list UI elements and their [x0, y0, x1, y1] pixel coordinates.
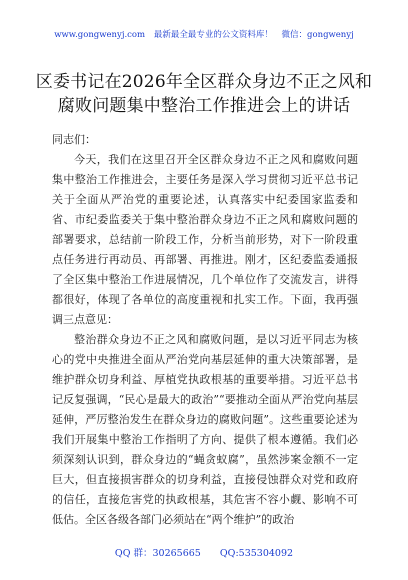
paragraph: 今天，我们在这里召开全区群众身边不正之风和腐败问题集中整治工作推进会，主要任务是深入学习贯彻习近平总书记关于全面从严治党的重要论述，认真落实中纪委国家监委和省、市纪委监委关于集中整治群众身边不正之风和腐败问题的部署要求，总结前一阶段工作，分析当前形势，对下一阶段重点任务进行再动员、再部署、再推进。刚才，区纪委监委通报了全区集中整治工作进展情况，几个单位作了交流发言，讲得都很好，体现了各单位的高度重视和扎实工作。下面，我再强调三点意见： [52, 153, 358, 326]
header-wechat: 微信：gongwenyj [281, 30, 354, 40]
title-line-2: 腐败问题集中整治工作推进会上的讲话 [57, 96, 351, 116]
document-body [52, 130, 358, 530]
page-footer [0, 545, 408, 559]
title-line-1: 区委书记在2026年全区群众身边不正之风和 [35, 72, 373, 92]
qq-contact: QQ:535304092 [219, 548, 294, 559]
qq-group: QQ 群：30265665 [114, 548, 201, 559]
salutation: 同志们： [52, 133, 96, 146]
header-slogan: 最新最全最专业的公文资料库！ [153, 30, 273, 40]
paragraph: 整治群众身边不正之风和腐败问题，是以习近平同志为核心的党中央推进全面从严治党向基层延伸的重大决策部署，是维护群众切身利益、厚植党执政根基的重要举措。习近平总书记反复强调，“民心是最大的政治”“要推动全面从严治党向基层延伸，严厉整治发生在群众身边的腐败问题”。这些重要论述为我们开展集中整治工作指明了方向、提供了根本遵循。我们必须深刻认识到，群众身边的“蝇贪蚁腐”，虽然涉案金额不一定巨大，但直接损害群众的切身利益，直接侵蚀群众对党和政府的信任，直接危害党的执政根基，其危害不容小觑、影响不可低估。全区各级各部门必须站在“两个维护”的政治 [52, 333, 358, 526]
document-title [0, 70, 408, 118]
page-header [0, 28, 408, 40]
site-link[interactable]: www.gongwenyj.com [54, 30, 146, 40]
